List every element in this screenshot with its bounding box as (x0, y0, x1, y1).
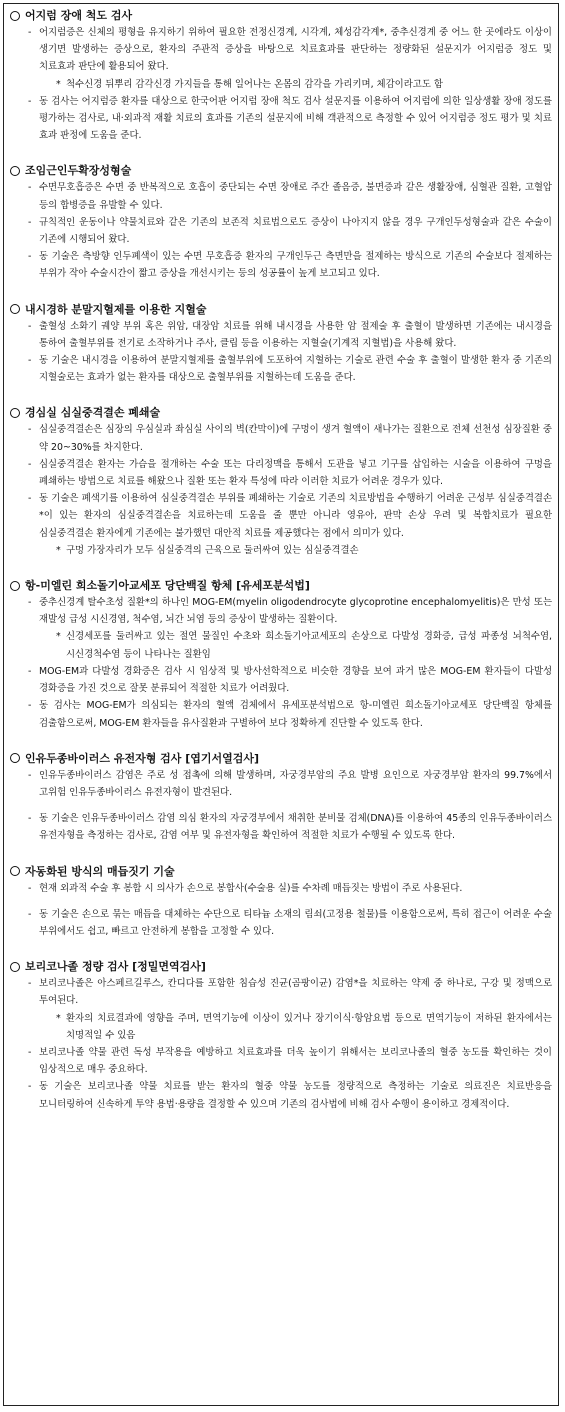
bullet-item (10, 352, 552, 386)
circle-bullet-icon (10, 753, 20, 763)
bullet-item (10, 490, 552, 542)
footnote (10, 542, 552, 559)
section (10, 958, 552, 1113)
section-title-text: 내시경하 분말지혈제를 이용한 지혈술 (25, 302, 207, 316)
bullet-text: 인유두종바이러스 감염은 주로 성 접촉에 의해 발생하며, 자궁경부암의 주요 발병 요인으로 자궁경부암 환자의 99.7%에서 고위험 인유두종바이러스 유전자형이 발견된다. (39, 769, 552, 798)
section-title-text: 경심실 심실중격결손 폐쇄술 (25, 406, 161, 420)
bullet-text: 어지럼증은 신체의 평형을 유지하기 위하여 필요한 전정신경계, 시각계, 체성감각계*, 중추신경계 중 어느 한 곳에라도 이상이 생기면 발생하는 증상으로, 환자의 주관적 증상을 바탕으로 치료효과를 판단하는 정량화된 설문지가 어지럼증 정도 및 치료효과 판단에 활용되어 왔다. (39, 27, 552, 73)
section (10, 301, 552, 387)
circle-bullet-icon (10, 581, 20, 591)
bullet-text: 신경세포를 둘러싸고 있는 절연 물질인 수초와 희소돌기아교세포의 손상으로 다발성 경화증, 급성 파종성 뇌척수염, 시신경척수염 등이 나타나는 질환임 (66, 631, 552, 660)
bullet-item (10, 1044, 552, 1078)
bullet-text: MOG-EM과 다발성 경화증은 검사 시 임상적 및 방사선학적으로 비슷한 경향을 보여 과거 많은 MOG-EM 환자들이 다발성 경화증을 가진 것으로 잘못 분류되어 적절한 치료가 어려웠다. (39, 665, 552, 695)
bullet-text: 보리코나졸은 아스페르길루스, 칸디다를 포함한 침습성 진균(곰팡이균) 감염*을 치료하는 약제 중 하나로, 구강 및 정맥으로 투여된다. (39, 978, 552, 1007)
bullet-text: 보리코나졸 약물 관련 독성 부작용을 예방하고 치료효과를 더욱 높이기 위해서는 보리코나졸의 혈중 농도를 확인하는 것이 임상적으로 매우 중요하다. (39, 1046, 552, 1076)
bullet-text: 동 기술은 보리코나졸 약물 치료를 받는 환자의 혈중 약물 농도를 정량적으로 측정하는 기술로 의료진은 치료반응을 모니터링하여 신속하게 투약 용법·용량을 결정할 수 있으며 기존의 검사법에 비해 검사 수행이 용이하고 경제적이다. (39, 1081, 552, 1110)
section (10, 7, 552, 144)
section (10, 750, 552, 845)
bullet-text: 규칙적인 운동이나 약물치료와 같은 기존의 보존적 치료법으로도 증상이 나아지지 않을 경우 구개인두성형술과 같은 수술이 기존에 시행되어 왔다. (39, 216, 552, 246)
bullet-item (10, 880, 552, 897)
bullet-item (10, 318, 552, 352)
bullet-item (10, 594, 552, 628)
bullet-text: 현재 외과적 수술 후 봉합 시 의사가 손으로 봉합사(수술용 실)를 수차례 매듭짓는 방법이 주로 사용된다. (39, 882, 463, 894)
footnote (10, 628, 552, 662)
bullet-item (10, 456, 552, 490)
bullet-item (10, 810, 552, 844)
section-title-text: 어지럼 장애 척도 검사 (25, 9, 133, 22)
bullet-text: 수면무호흡증은 수면 중 반복적으로 호흡이 중단되는 수면 장애로 주간 졸음증, 불면증과 같은 생활장애, 심혈관 질환, 고혈압 등의 합병증을 유발할 수 있다. (39, 182, 552, 211)
section-title (10, 863, 552, 880)
circle-bullet-icon (10, 11, 20, 21)
bullet-text: 동 검사는 MOG-EM가 의심되는 환자의 혈액 검체에서 유세포분석법으로 항-미엘린 희소돌기아교세포 당단백질 항체를 검출함으로써, MOG-EM 환자들을 유사질환과 구별하여 보다 정확하게 진단할 수 있도록 한다. (39, 700, 552, 729)
spacer (10, 897, 552, 906)
asterisk-icon: * (56, 1012, 61, 1024)
bullet-text: 동 기술은 인유두종바이러스 감염 의심 환자의 자궁경부에서 채취한 분비물 검체(DNA)를 이용하여 45종의 인유두종바이러스 유전자형을 측정하는 검사로, 감염 여부 및 유전자형을 확인하여 적절한 치료가 수행될 수 있도록 한다. (39, 813, 552, 842)
bullet-item (10, 248, 552, 282)
bullet-text: 심실중격결손은 심장의 우심실과 좌심실 사이의 벽(칸막이)에 구멍이 생겨 혈액이 새나가는 질환으로 전체 선천성 심장질환 중 약 20~30%를 차지한다. (39, 424, 552, 453)
bullet-item (10, 906, 552, 940)
asterisk-icon: * (56, 544, 61, 556)
footnote (10, 1010, 552, 1044)
bullet-text: 동 기술은 폐색기를 이용하여 심실중격결손 부위를 폐쇄하는 기술로 기존의 치료방법을 수행하기 어려운 근성부 심실중격결손*이 있는 환자의 심실중격결손을 치료하는데 도움을 줄 뿐만 아니라 영유아, 판막 손상 우려 및 복합치료가 필요한 심실중격결손 환자에게 기존에는 불가했던 대안적 치료를 제공했다는 점에서 의미가 있다. (39, 493, 552, 539)
bullet-item (10, 975, 552, 1009)
bullet-text: 동 기술은 측방향 인두폐색이 있는 수면 무호흡증 환자의 구개인두근 측면만을 절제하는 방식으로 기존의 수술보다 절제하는 부위가 작아 수술시간이 짧고 증상을 개선시키는 등의 성공률이 높게 보고되고 있다. (39, 251, 552, 280)
section-title (10, 577, 552, 594)
section-title-text: 보리코나졸 정량 검사 [정밀면역검사] (25, 960, 206, 974)
asterisk-icon: * (56, 78, 61, 90)
bullet-item (10, 697, 552, 731)
section-title-text: 자동화된 방식의 매듭짓기 기술 (25, 864, 175, 878)
section-title-text: 항-미엘린 희소돌기아교세포 당단백질 항체 [유세포분석법] (25, 579, 310, 593)
section-title (10, 750, 552, 767)
circle-bullet-icon (10, 304, 20, 314)
bullet-text: 심실중격결손 환자는 가슴을 절개하는 수술 또는 다리정맥을 통해서 도관을 넣고 기구를 삽입하는 시술을 이용하여 구멍을 폐쇄하는 방법으로 치료를 해왔으나 질환 또는 환자 특성에 따라 이러한 치료가 어려운 경우가 있다. (39, 458, 552, 488)
section (10, 863, 552, 941)
bullet-text: 동 기술은 내시경을 이용하여 분말지혈제를 출혈부위에 도포하여 지혈하는 기술로 관련 수술 후 출혈이 발생한 환자 중 기존의 지혈술로는 효과가 없는 환자를 대상으로 출혈부위를 지혈하는데 도움을 준다. (39, 355, 552, 384)
section (10, 404, 552, 559)
asterisk-icon: * (56, 631, 61, 643)
bullet-item (10, 767, 552, 801)
document-box (3, 3, 559, 1406)
circle-bullet-icon (10, 962, 20, 972)
footnote (10, 76, 552, 93)
section-title (10, 162, 552, 179)
section (10, 577, 552, 732)
section-title (10, 404, 552, 421)
bullet-text: 중추신경계 탈수초성 질환*의 하나인 MOG-EM(myelin oligodendrocyte glycoprotine encephalomyelitis)은 만성 또는 재발성 급성 시신경염, 척수염, 뇌간 뇌염 등의 증상이 발생하는 질환이다. (39, 597, 552, 626)
bullet-item (10, 421, 552, 455)
section-title (10, 958, 552, 975)
section-title-text: 인유두종바이러스 유전자형 검사 [엽기서열검사] (25, 751, 260, 765)
section (10, 162, 552, 282)
bullet-item (10, 663, 552, 697)
bullet-text: 척수신경 뒤뿌리 감각신경 가지들을 통해 일어나는 온몸의 감각을 가리키며, 체감이라고도 함 (66, 78, 443, 90)
circle-bullet-icon (10, 866, 20, 876)
circle-bullet-icon (10, 408, 20, 418)
spacer (10, 801, 552, 810)
section-title (10, 7, 552, 24)
bullet-text: 구멍 가장자리가 모두 심실중격의 근육으로 둘러싸여 있는 심실중격결손 (66, 544, 359, 556)
bullet-item (10, 214, 552, 248)
bullet-item (10, 93, 552, 145)
bullet-item (10, 24, 552, 76)
bullet-item (10, 179, 552, 213)
bullet-item (10, 1078, 552, 1112)
bullet-text: 동 검사는 어지럼증 환자를 대상으로 한국어판 어지럼 장애 척도 검사 설문지를 이용하여 어지럼에 의한 일상생활 장애 정도를 평가하는 검사로, 내·외과적 재활 치료의 효과를 기존의 설문지에 비해 객관적으로 측정할 수 있어 어지럼증 정도 평가 및 치료 효과 판정에 도움을 준다. (39, 95, 552, 142)
section-title-text: 조임근인두확장성형술 (25, 164, 132, 178)
bullet-text: 동 기술은 손으로 묶는 매듭을 대체하는 수단으로 티타늄 소재의 림쇠(고정용 철물)를 이용함으로써, 특히 접근이 어려운 수술 부위에서도 쉽고, 빠르고 안전하게 봉합을 고정할 수 있다. (39, 908, 552, 937)
bullet-text: 출혈성 소화기 궤양 부위 혹은 위암, 대장암 치료를 위해 내시경을 사용한 암 절제술 후 출혈이 발생하면 기존에는 내시경을 통하여 출혈부위를 전기로 소작하거나 주사, 클립 등을 이용하는 지혈술(기계적 지혈법)을 사용해 왔다. (39, 320, 552, 349)
circle-bullet-icon (10, 166, 20, 176)
section-title (10, 301, 552, 318)
bullet-text: 환자의 치료결과에 영향을 주며, 면역기능에 이상이 있거나 장기이식·항암요법 등으로 면역기능이 저하된 환자에서는 치명적일 수 있음 (66, 1012, 552, 1041)
